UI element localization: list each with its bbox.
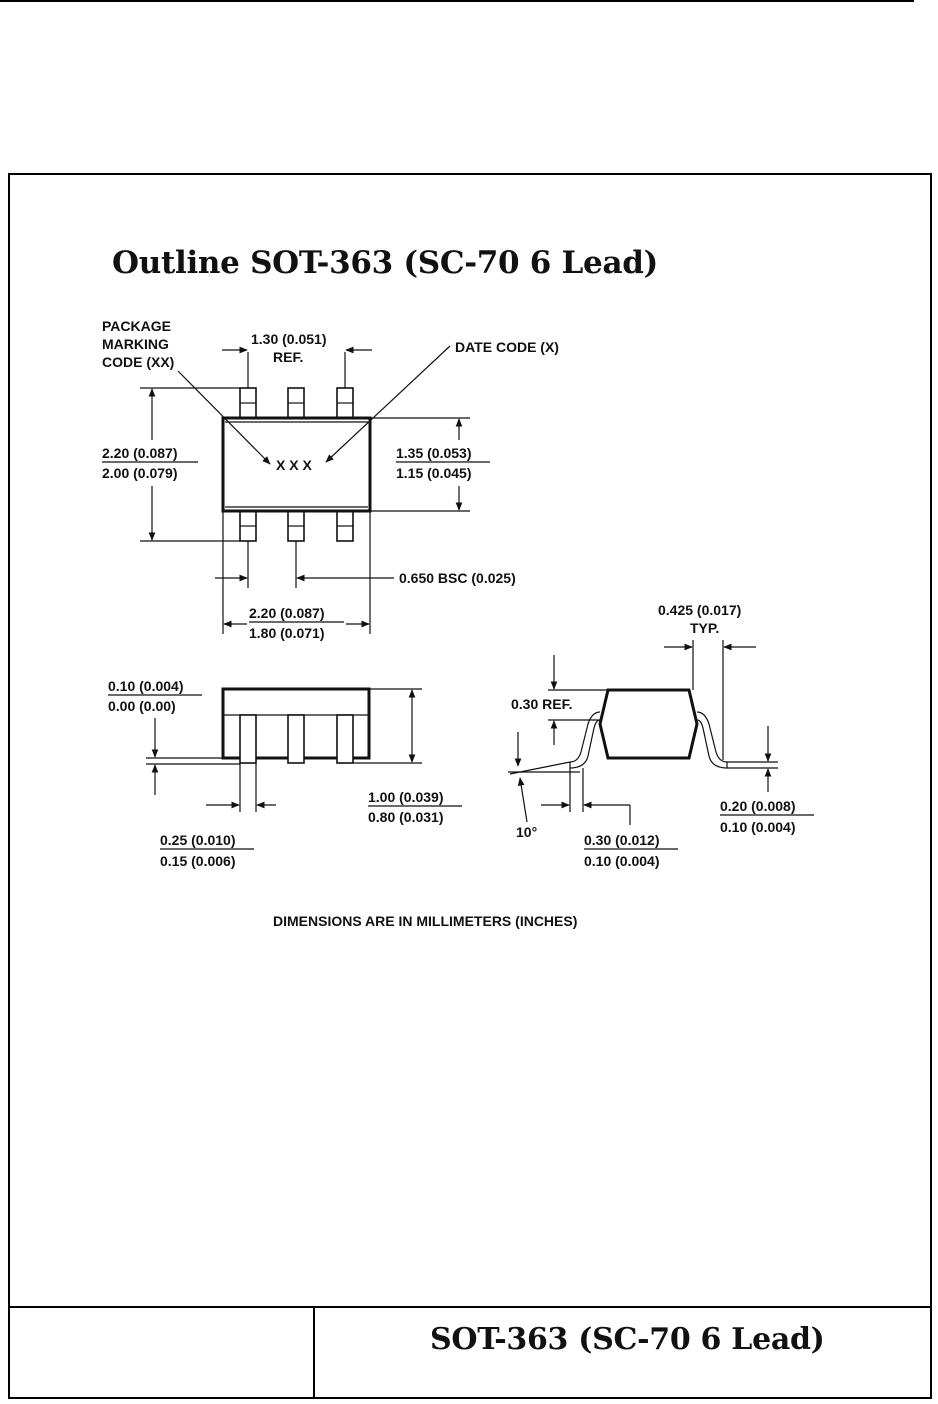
date-code-label: DATE CODE (X)	[455, 339, 559, 355]
foot-length-min: 0.10 (0.004)	[584, 853, 660, 869]
drawing-title: Outline SOT-363 (SC-70 6 Lead)	[112, 245, 659, 281]
lead-width-min: 0.15 (0.006)	[160, 853, 236, 869]
body-width-max: 1.35 (0.053)	[396, 445, 472, 461]
thickness-min: 0.80 (0.031)	[368, 809, 444, 825]
side-lead-1	[240, 715, 256, 763]
package-marking-label-1: PACKAGE	[102, 318, 171, 334]
thickness-max: 1.00 (0.039)	[368, 789, 444, 805]
package-body-end	[600, 690, 697, 758]
package-marking-label-3: CODE (XX)	[102, 354, 175, 370]
length-max: 2.20 (0.087)	[249, 605, 325, 621]
length-min: 1.80 (0.071)	[249, 625, 325, 641]
standoff-max: 0.10 (0.004)	[108, 678, 184, 694]
angle-label: 10°	[516, 824, 538, 840]
top-view	[102, 318, 559, 641]
standoff-min: 0.00 (0.00)	[108, 698, 176, 714]
side-lead-3	[337, 715, 353, 763]
body-width-min: 1.15 (0.045)	[396, 465, 472, 481]
package-marking-label-2: MARKING	[102, 336, 169, 352]
lead-thickness-max: 0.20 (0.008)	[720, 798, 796, 814]
lead-pitch-bsc: 0.650 BSC (0.025)	[399, 570, 516, 586]
pitch-ref-sub-label: REF.	[273, 349, 304, 365]
end-view	[508, 602, 814, 869]
pitch-ref-label: 1.30 (0.051)	[251, 331, 327, 347]
foot-typ-label: 0.425 (0.017)	[658, 602, 742, 618]
footer-title: SOT-363 (SC-70 6 Lead)	[430, 1322, 825, 1357]
lead-thickness-min: 0.10 (0.004)	[720, 819, 796, 835]
foot-typ-sub-label: TYP.	[690, 620, 720, 636]
overall-height-min: 2.00 (0.079)	[102, 465, 178, 481]
side-lead-2	[288, 715, 304, 763]
marking-code: X X X	[276, 457, 312, 473]
lead-width-max: 0.25 (0.010)	[160, 832, 236, 848]
ref-030-label: 0.30 REF.	[511, 696, 573, 712]
foot-length-max: 0.30 (0.012)	[584, 832, 660, 848]
units-note: DIMENSIONS ARE IN MILLIMETERS (INCHES)	[273, 913, 578, 929]
overall-height-max: 2.20 (0.087)	[102, 445, 178, 461]
side-view	[108, 678, 462, 869]
